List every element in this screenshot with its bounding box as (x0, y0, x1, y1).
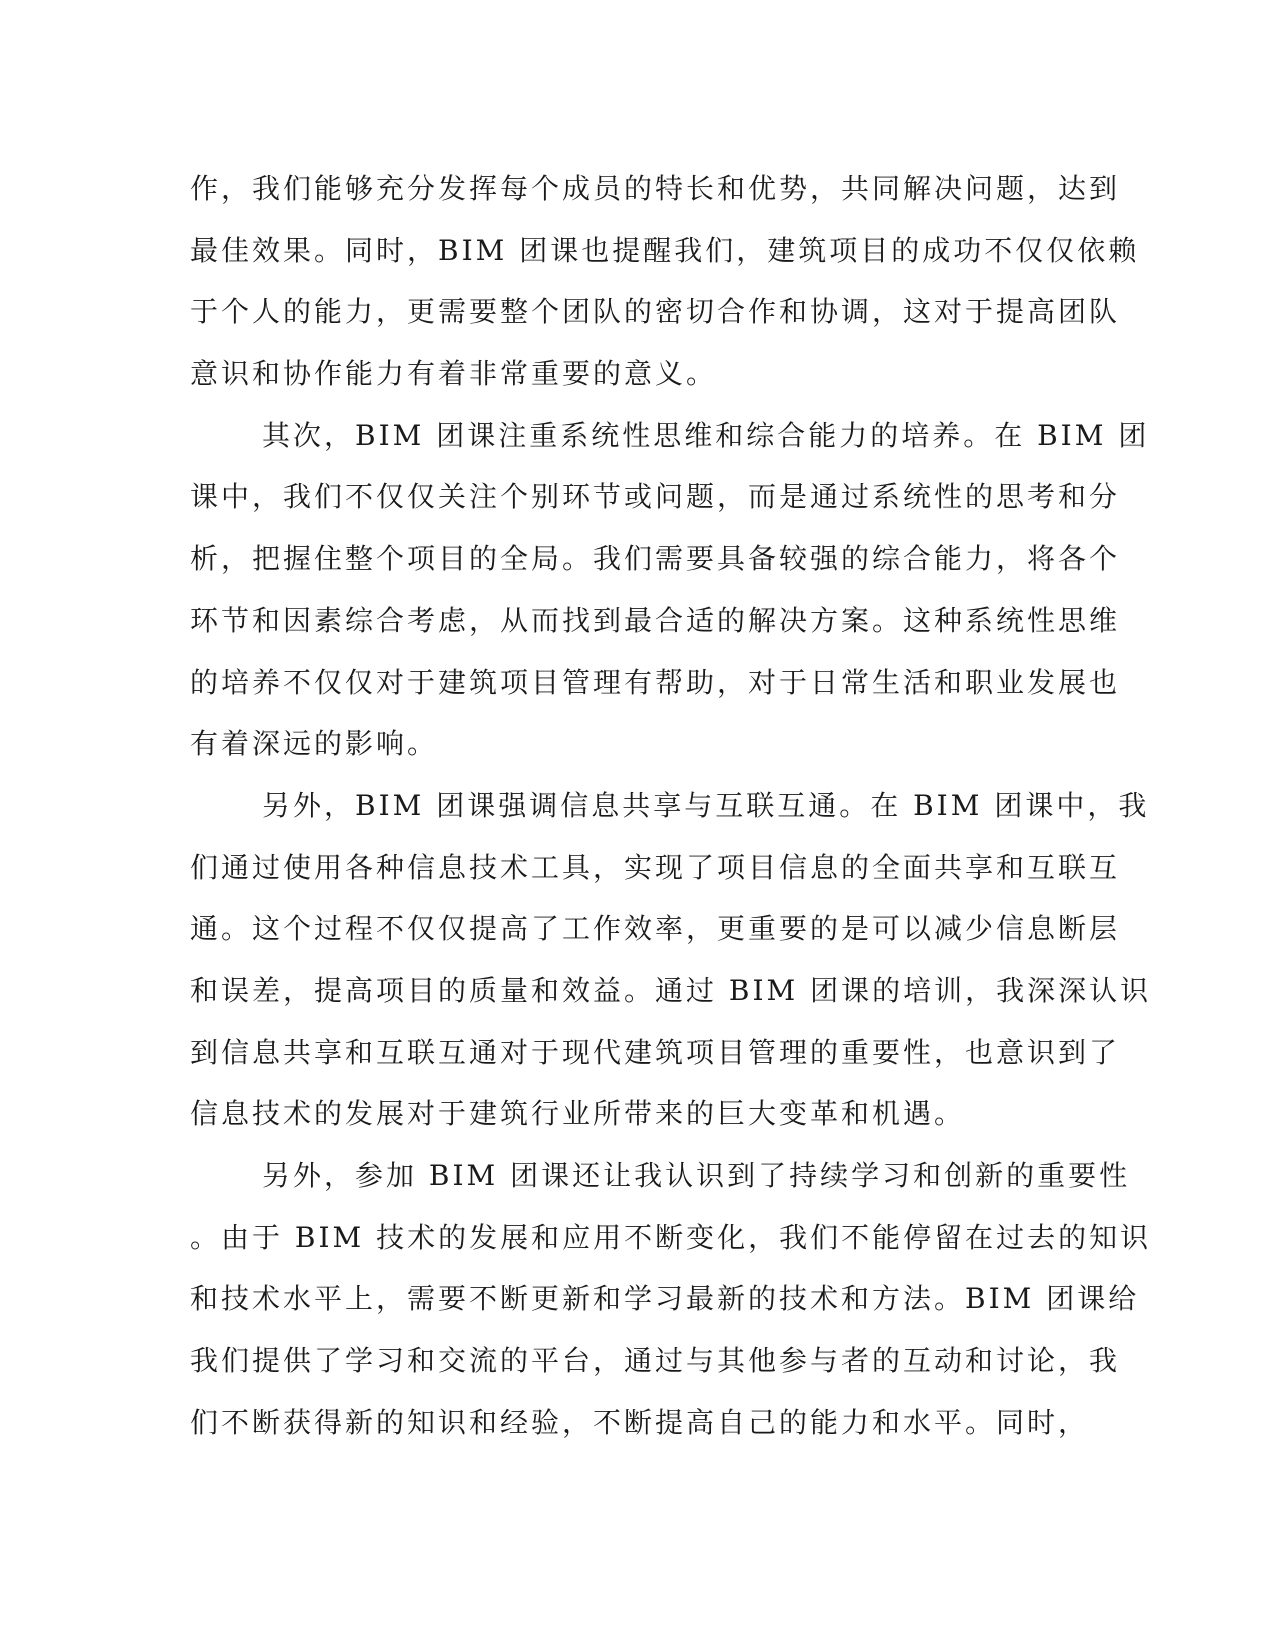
text-line: 于个人的能力，更需要整个团队的密切合作和协调，这对于提高团队 (190, 295, 1121, 329)
paragraph-first-line: 另外，参加 BIM 团课还让我认识到了持续学习和创新的重要性 (262, 1159, 1131, 1192)
body-text (190, 158, 1152, 1453)
text-line: 和技术水平上，需要不断更新和学习最新的技术和方法。BIM 团课给 (190, 1282, 1140, 1316)
text-line: 到信息共享和互联互通对于现代建筑项目管理的重要性，也意识到了 (190, 1035, 1121, 1069)
text-line: 环节和因素综合考虑，从而找到最合适的解决方案。这种系统性思维 (190, 603, 1121, 637)
text-line: 最佳效果。同时，BIM 团课也提醒我们，建筑项目的成功不仅仅依赖 (190, 233, 1140, 267)
text-line: 意识和协作能力有着非常重要的意义。 (190, 357, 718, 391)
text-line: 。由于 BIM 技术的发展和应用不断变化，我们不能停留在过去的知识 (190, 1220, 1152, 1254)
text-line: 我们提供了学习和交流的平台，通过与其他参与者的互动和讨论，我 (190, 1344, 1121, 1378)
text-line: 有着深远的影响。 (190, 727, 439, 761)
text-line: 通。这个过程不仅仅提高了工作效率，更重要的是可以减少信息断层 (190, 912, 1121, 946)
text-line: 的培养不仅仅对于建筑项目管理有帮助，对于日常生活和职业发展也 (190, 665, 1121, 699)
paragraph-first-line: 另外，BIM 团课强调信息共享与互联互通。在 BIM 团课中，我 (262, 788, 1150, 822)
text-line: 作，我们能够充分发挥每个成员的特长和优势，共同解决问题，达到 (190, 172, 1121, 205)
text-line: 课中，我们不仅仅关注个别环节或问题，而是通过系统性的思考和分 (190, 480, 1121, 514)
text-line: 析，把握住整个项目的全局。我们需要具备较强的综合能力，将各个 (190, 542, 1121, 576)
paragraph-first-line: 其次，BIM 团课注重系统性思维和综合能力的培养。在 BIM 团 (262, 418, 1150, 452)
text-line: 信息技术的发展对于建筑行业所带来的巨大变革和机遇。 (190, 1097, 966, 1131)
text-line: 们不断获得新的知识和经验，不断提高自己的能力和水平。同时， (190, 1405, 1090, 1439)
text-line: 们通过使用各种信息技术工具，实现了项目信息的全面共享和互联互 (190, 850, 1121, 884)
text-line: 和误差，提高项目的质量和效益。通过 BIM 团课的培训，我深深认识 (190, 973, 1152, 1007)
